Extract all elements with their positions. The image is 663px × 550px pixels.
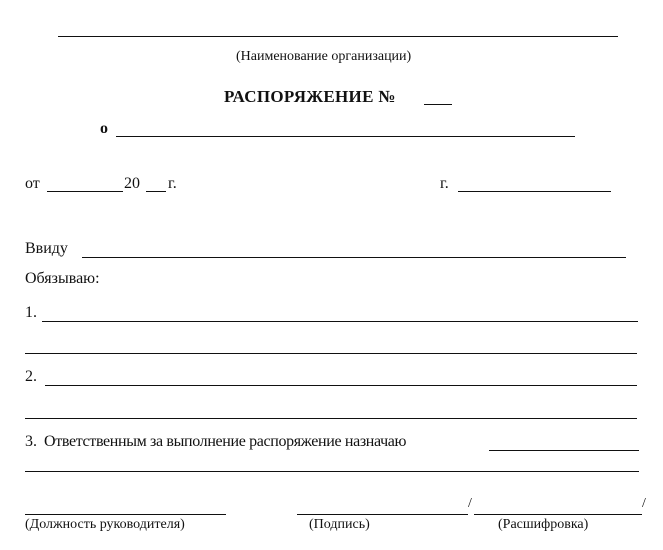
date-day-month-field[interactable] <box>47 191 123 192</box>
item-1-field[interactable] <box>42 321 638 322</box>
reason-field[interactable] <box>82 257 626 258</box>
item-1-number: 1. <box>25 304 37 321</box>
signature-separator: / <box>468 496 472 511</box>
decoding-separator: / <box>642 496 646 511</box>
city-field[interactable] <box>458 191 611 192</box>
position-field[interactable] <box>25 514 226 515</box>
item-2-number: 2. <box>25 368 37 385</box>
subject-field[interactable] <box>116 136 575 137</box>
item-2-continuation-field[interactable] <box>25 418 637 419</box>
document-title: РАСПОРЯЖЕНИЕ № <box>224 87 396 106</box>
decoding-caption: (Расшифровка) <box>498 517 589 532</box>
organization-name-field[interactable] <box>58 36 618 37</box>
position-caption: (Должность руководителя) <box>25 517 185 532</box>
reason-label: Ввиду <box>25 240 68 257</box>
date-year-prefix: 20 <box>124 175 140 192</box>
date-from-label: от <box>25 175 40 192</box>
item-3-number: 3. <box>25 433 37 450</box>
signature-caption: (Подпись) <box>309 517 370 532</box>
item-2-field[interactable] <box>45 385 637 386</box>
decoding-field[interactable] <box>474 514 642 515</box>
oblige-label: Обязываю: <box>25 270 100 287</box>
city-label: г. <box>440 175 449 192</box>
date-year-field[interactable] <box>146 191 166 192</box>
responsible-person-field[interactable] <box>489 450 639 451</box>
order-number-field[interactable] <box>424 104 452 105</box>
responsible-continuation-field[interactable] <box>25 471 639 472</box>
subject-prefix: о <box>100 120 108 137</box>
signature-field[interactable] <box>297 514 468 515</box>
item-3-text: Ответственным за выполнение распоряжение назначаю <box>44 433 407 450</box>
item-1-continuation-field[interactable] <box>25 353 637 354</box>
organization-caption: (Наименование организации) <box>236 49 412 64</box>
date-year-suffix: г. <box>168 175 177 192</box>
